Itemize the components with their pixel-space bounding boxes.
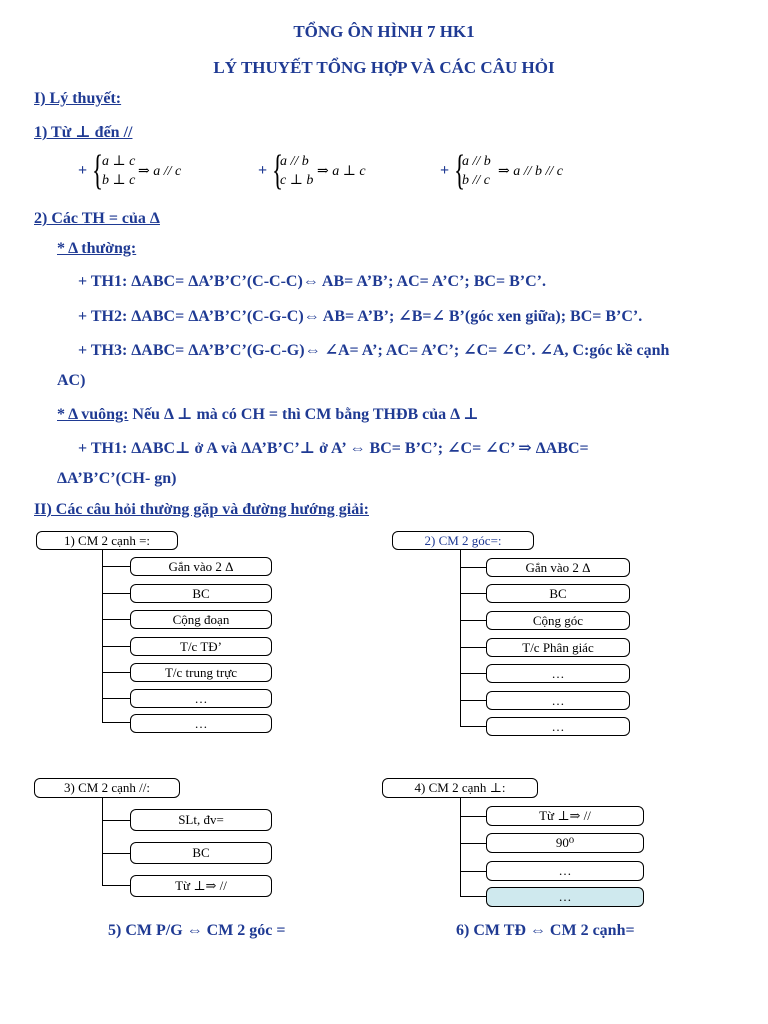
right-case-th1: + TH1: ΔABC⊥ ở A và ΔA’B’C’⊥ ở A’ ⇔ BC= B’C’; ∠C= ∠C’ ⇒ ΔABC= bbox=[78, 440, 589, 457]
diagram-2-head: 2) CM 2 góc=: bbox=[392, 531, 534, 550]
diagram-1-head: 1) CM 2 cạnh =: bbox=[36, 531, 178, 550]
diagram-3-item: Từ ⊥⇒ // bbox=[130, 875, 272, 897]
diagram-2-item: … bbox=[486, 717, 630, 736]
diagram-2-item: T/c Phân giác bbox=[486, 638, 630, 657]
subsection-2-heading: 2) Các TH = của Δ bbox=[34, 210, 160, 227]
footer-item-6: 6) CM TĐ ⇔ CM 2 cạnh= bbox=[456, 922, 635, 939]
diagram-2-item: … bbox=[486, 691, 630, 710]
diagram-4-item: 90⁰ bbox=[486, 833, 644, 853]
section-1-heading: I) Lý thuyết: bbox=[34, 90, 122, 107]
diagram-1-item: T/c trung trực bbox=[130, 663, 272, 682]
diagram-2-item: BC bbox=[486, 584, 630, 603]
case-th1: + TH1: ΔABC= ΔA’B’C’(C-C-C)⇔ AB= A’B’; AC= A’C’; BC= B’C’. bbox=[78, 273, 546, 290]
left-brace-icon: { bbox=[272, 148, 284, 194]
diagram-1-item: Gắn vào 2 Δ bbox=[130, 557, 272, 576]
normal-triangle-heading: * Δ thường: bbox=[57, 240, 137, 257]
footer-item-5: 5) CM P/G ⇔ CM 2 góc = bbox=[108, 922, 286, 939]
right-case-th1-continued: ΔA’B’C’(CH- gn) bbox=[57, 470, 177, 487]
diagram-4-item-highlighted: … bbox=[486, 887, 644, 907]
case-th3-continued: AC) bbox=[57, 372, 86, 389]
subsection-1-heading: 1) Từ ⊥ đến // bbox=[34, 124, 133, 141]
diagram-3-item: SLt, đv= bbox=[130, 809, 272, 831]
section-2-heading: II) Các câu hỏi thường gặp và đường hướng giải: bbox=[34, 501, 369, 518]
diagram-1-item: T/c TĐ’ bbox=[130, 637, 272, 656]
left-brace-icon: { bbox=[454, 148, 466, 194]
case-th2: + TH2: ΔABC= ΔA’B’C’(C-G-C)⇔ AB= A’B’; ∠B=∠ B’(góc xen giữa); BC= B’C’. bbox=[78, 308, 643, 325]
diagram-1-item: … bbox=[130, 714, 272, 733]
right-triangle-heading: * Δ vuông: bbox=[57, 406, 129, 423]
right-triangle-text: Nếu Δ ⊥ mà có CH = thì CM bằng THĐB của Δ ⊥ bbox=[128, 406, 479, 423]
left-brace-icon: { bbox=[92, 148, 104, 194]
diagram-2-item: Cộng góc bbox=[486, 611, 630, 630]
diagram-3-head: 3) CM 2 cạnh //: bbox=[34, 778, 180, 798]
right-triangle-line bbox=[57, 404, 479, 424]
diagram-4-item: … bbox=[486, 861, 644, 881]
title-line-2: LÝ THUYẾT TỔNG HỢP VÀ CÁC CÂU HỎI bbox=[213, 58, 555, 77]
diagram-2-item: … bbox=[486, 664, 630, 683]
diagram-2-item: Gắn vào 2 Δ bbox=[486, 558, 630, 577]
diagram-1-item: Cộng đoạn bbox=[130, 610, 272, 629]
diagram-1-item: … bbox=[130, 689, 272, 708]
diagram-1-item: BC bbox=[130, 584, 272, 603]
title-line-1: TỔNG ÔN HÌNH 7 HK1 bbox=[293, 22, 475, 41]
case-th3: + TH3: ΔABC= ΔA’B’C’(G-C-G)⇔ ∠A= A’; AC= A’C’; ∠C= ∠C’. ∠A, C:góc kề cạnh bbox=[78, 342, 670, 359]
diagram-4-head: 4) CM 2 cạnh ⊥: bbox=[382, 778, 538, 798]
diagram-4-item: Từ ⊥⇒ // bbox=[486, 806, 644, 826]
diagram-3-item: BC bbox=[130, 842, 272, 864]
